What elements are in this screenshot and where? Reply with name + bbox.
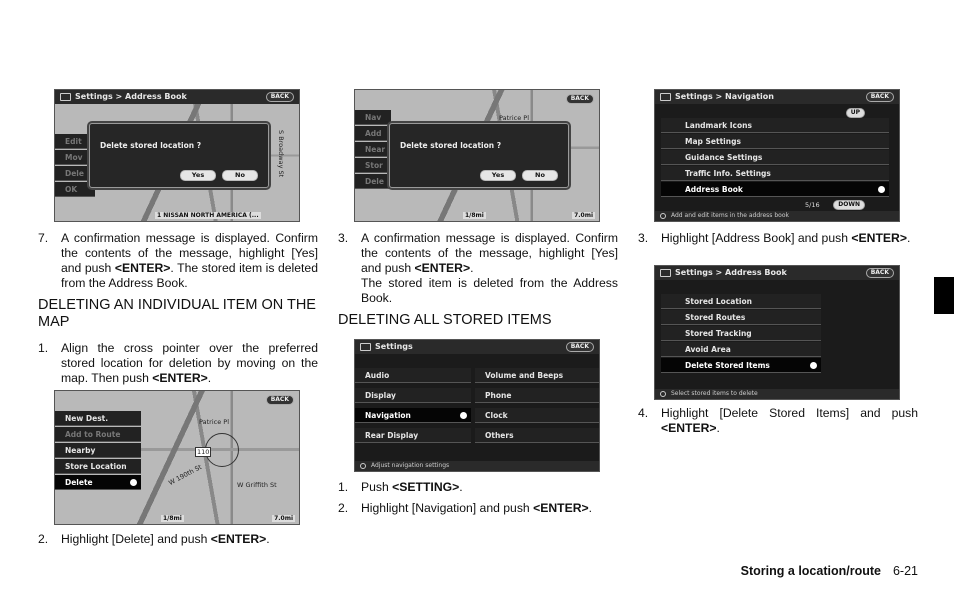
step-number: 4. bbox=[638, 406, 649, 420]
screen-title: Settings > Navigation bbox=[675, 92, 774, 101]
step-text: . bbox=[716, 421, 720, 435]
screenshot-navigation-settings bbox=[654, 89, 900, 222]
screen-title: Settings > Address Book bbox=[75, 92, 187, 101]
step-text: A confirmation message is displayed. Confirm the contents of the message, highlight [Yes] and push bbox=[61, 231, 318, 275]
enter-key: <ENTER> bbox=[533, 501, 589, 515]
step-text: Align the cross pointer over the preferred stored location for deletion by moving on the map. Then push bbox=[61, 341, 318, 385]
enter-key: <ENTER> bbox=[414, 261, 471, 275]
menu-item-stored-tracking[interactable]: Stored Tracking bbox=[661, 326, 821, 341]
road-label: S Broadway St bbox=[277, 130, 285, 178]
menu-item-clock[interactable]: Clock bbox=[475, 408, 600, 423]
step-text: A confirmation message is displayed. Confirm the contents of the message, highlight [Yes] and push bbox=[361, 231, 618, 275]
status-bar bbox=[655, 389, 899, 399]
no-button[interactable]: No bbox=[522, 170, 558, 181]
step-text: Highlight [Address Book] and push bbox=[661, 231, 852, 245]
back-button[interactable]: BACK bbox=[266, 395, 294, 405]
step-text: Highlight [Delete Stored Items] and push bbox=[661, 406, 918, 420]
map-scale: 1/8mi bbox=[465, 212, 484, 219]
yes-button[interactable]: Yes bbox=[480, 170, 516, 181]
step-text: . bbox=[906, 231, 911, 245]
step-1 bbox=[38, 341, 318, 386]
menu-item: Edit bbox=[55, 134, 95, 149]
setting-key: <SETTING> bbox=[392, 480, 460, 494]
distance-readout: 7.0mi bbox=[574, 212, 593, 219]
settings-icon bbox=[60, 93, 71, 101]
selected-dot-icon bbox=[130, 479, 137, 486]
status-text: Add and edit items in the address book bbox=[671, 212, 789, 219]
step-text: The stored item is deleted from the Address Book. bbox=[361, 276, 618, 305]
step-text: . bbox=[459, 480, 463, 494]
settings-icon bbox=[660, 93, 671, 101]
screen-title-bar bbox=[655, 90, 899, 104]
step-text: . bbox=[266, 532, 270, 546]
menu-item-store-location[interactable]: Store Location bbox=[55, 459, 141, 474]
settings-icon bbox=[360, 343, 371, 351]
selected-dot-icon bbox=[460, 412, 467, 419]
step-4 bbox=[638, 406, 918, 436]
menu-item-display[interactable]: Display bbox=[355, 388, 471, 403]
page-footer bbox=[741, 564, 918, 578]
menu-item: Mov bbox=[55, 150, 95, 165]
step-number: 1. bbox=[338, 480, 349, 494]
menu-item-new-dest[interactable]: New Dest. bbox=[55, 411, 141, 426]
step-text: . bbox=[207, 371, 212, 385]
menu-item: Near bbox=[355, 142, 391, 157]
back-button[interactable]: BACK bbox=[866, 268, 894, 278]
road-label: Patrice Pl bbox=[199, 418, 230, 426]
back-button[interactable]: BACK bbox=[566, 342, 594, 352]
back-button[interactable]: BACK bbox=[866, 92, 894, 102]
scroll-up-button[interactable]: UP bbox=[846, 108, 865, 118]
menu-item-stored-routes[interactable]: Stored Routes bbox=[661, 310, 821, 325]
menu-item-phone[interactable]: Phone bbox=[475, 388, 600, 403]
selected-dot-icon bbox=[810, 362, 817, 369]
step-number: 2. bbox=[38, 532, 49, 546]
enter-key: <ENTER> bbox=[851, 231, 907, 245]
menu-item-stored-location[interactable]: Stored Location bbox=[661, 294, 821, 309]
step-text: Highlight [Navigation] and push bbox=[361, 501, 534, 515]
menu-item: Add bbox=[355, 126, 391, 141]
step-number: 3. bbox=[338, 231, 349, 245]
menu-item-navigation[interactable]: Navigation bbox=[355, 408, 471, 423]
step-number: 1. bbox=[38, 341, 49, 355]
menu-item-delete[interactable]: Delete bbox=[55, 475, 141, 490]
menu-item-map-settings[interactable]: Map Settings bbox=[661, 134, 889, 149]
info-icon bbox=[660, 213, 666, 219]
page-number: 6-21 bbox=[892, 564, 918, 578]
dialog-message: Delete stored location ? bbox=[400, 141, 502, 150]
screenshot-map-menu bbox=[54, 390, 300, 525]
road-label: W Griffith St bbox=[237, 481, 277, 489]
menu-item: Dele bbox=[55, 166, 95, 181]
yes-button[interactable]: Yes bbox=[180, 170, 216, 181]
step-2 bbox=[38, 532, 318, 547]
highway-shield-icon: 110 bbox=[197, 448, 210, 456]
status-text: Select stored items to delete bbox=[671, 390, 758, 397]
menu-item-rear-display[interactable]: Rear Display bbox=[355, 428, 471, 443]
enter-key: <ENTER> bbox=[114, 261, 171, 275]
status-bar bbox=[355, 461, 599, 471]
menu-item-audio[interactable]: Audio bbox=[355, 368, 471, 383]
enter-key: <ENTER> bbox=[661, 421, 717, 435]
menu-item-address-book[interactable]: Address Book bbox=[661, 182, 889, 197]
step-text: Push bbox=[361, 480, 393, 494]
step-text: . The stored item is deleted from the Address Book. bbox=[61, 261, 318, 290]
step-1 bbox=[338, 480, 618, 495]
menu-item: OK bbox=[55, 182, 95, 197]
screenshot-address-book-menu bbox=[654, 265, 900, 400]
screenshot-settings-menu bbox=[354, 339, 600, 472]
menu-item-others[interactable]: Others bbox=[475, 428, 600, 443]
step-text: Highlight [Delete] and push bbox=[61, 532, 211, 546]
step-number: 2. bbox=[338, 501, 349, 515]
dialog-message: Delete stored location ? bbox=[100, 141, 202, 150]
scroll-down-button[interactable]: DOWN bbox=[833, 200, 865, 210]
step-text: . bbox=[470, 261, 474, 275]
selected-dot-icon bbox=[878, 186, 885, 193]
menu-item: Nav bbox=[355, 110, 391, 125]
info-icon bbox=[360, 463, 366, 469]
confirm-dialog bbox=[89, 123, 269, 188]
back-button[interactable]: BACK bbox=[566, 94, 594, 104]
screen-title-bar bbox=[355, 340, 599, 354]
screen-title-bar bbox=[55, 90, 299, 104]
screen-title: Settings > Address Book bbox=[675, 268, 787, 277]
menu-item-landmark-icons[interactable]: Landmark Icons bbox=[661, 118, 889, 133]
screenshot-delete-confirm-map bbox=[354, 89, 600, 222]
menu-item-traffic-info-settings[interactable]: Traffic Info. Settings bbox=[661, 166, 889, 181]
page-indicator: 5/16 bbox=[805, 201, 820, 209]
info-icon bbox=[660, 391, 666, 397]
step-3 bbox=[638, 231, 918, 246]
back-button[interactable]: BACK bbox=[266, 92, 294, 102]
screenshot-delete-confirm-address-book bbox=[54, 89, 300, 222]
status-text: Adjust navigation settings bbox=[371, 462, 450, 469]
step-2 bbox=[338, 501, 620, 516]
menu-item-volume-and-beeps[interactable]: Volume and Beeps bbox=[475, 368, 600, 383]
chapter-tab bbox=[934, 277, 954, 314]
settings-icon bbox=[660, 269, 671, 277]
menu-item: Dele bbox=[355, 174, 391, 189]
menu-item-guidance-settings[interactable]: Guidance Settings bbox=[661, 150, 889, 165]
no-button[interactable]: No bbox=[222, 170, 258, 181]
enter-key: <ENTER> bbox=[210, 532, 267, 546]
step-text: . bbox=[588, 501, 593, 515]
section-heading: DELETING ALL STORED ITEMS bbox=[338, 312, 552, 328]
menu-item: Stor bbox=[355, 158, 391, 173]
menu-item-delete-stored-items[interactable]: Delete Stored Items bbox=[661, 358, 821, 373]
menu-item-nearby[interactable]: Nearby bbox=[55, 443, 141, 458]
screen-title-bar bbox=[655, 266, 899, 280]
menu-item-avoid-area[interactable]: Avoid Area bbox=[661, 342, 821, 357]
status-bar bbox=[655, 211, 899, 221]
step-7 bbox=[38, 231, 318, 291]
footer-section-title: Storing a location/route bbox=[740, 564, 881, 578]
road-label: W 190th St bbox=[167, 462, 204, 488]
menu-item-add-to-route: Add to Route bbox=[55, 427, 141, 442]
step-number: 3. bbox=[638, 231, 649, 245]
location-bar: 1 NISSAN NORTH AMERICA (... bbox=[157, 212, 259, 219]
confirm-dialog bbox=[389, 123, 569, 188]
enter-key: <ENTER> bbox=[152, 371, 208, 385]
screen-title: Settings bbox=[375, 342, 413, 351]
map-scale: 1/8mi bbox=[163, 515, 182, 522]
section-heading: DELETING AN INDIVIDUAL ITEM ON THE MAP bbox=[38, 297, 316, 330]
step-3 bbox=[338, 231, 618, 306]
step-number: 7. bbox=[38, 231, 49, 245]
road-label: Patrice Pl bbox=[499, 114, 530, 122]
distance-readout: 7.0mi bbox=[274, 515, 293, 522]
